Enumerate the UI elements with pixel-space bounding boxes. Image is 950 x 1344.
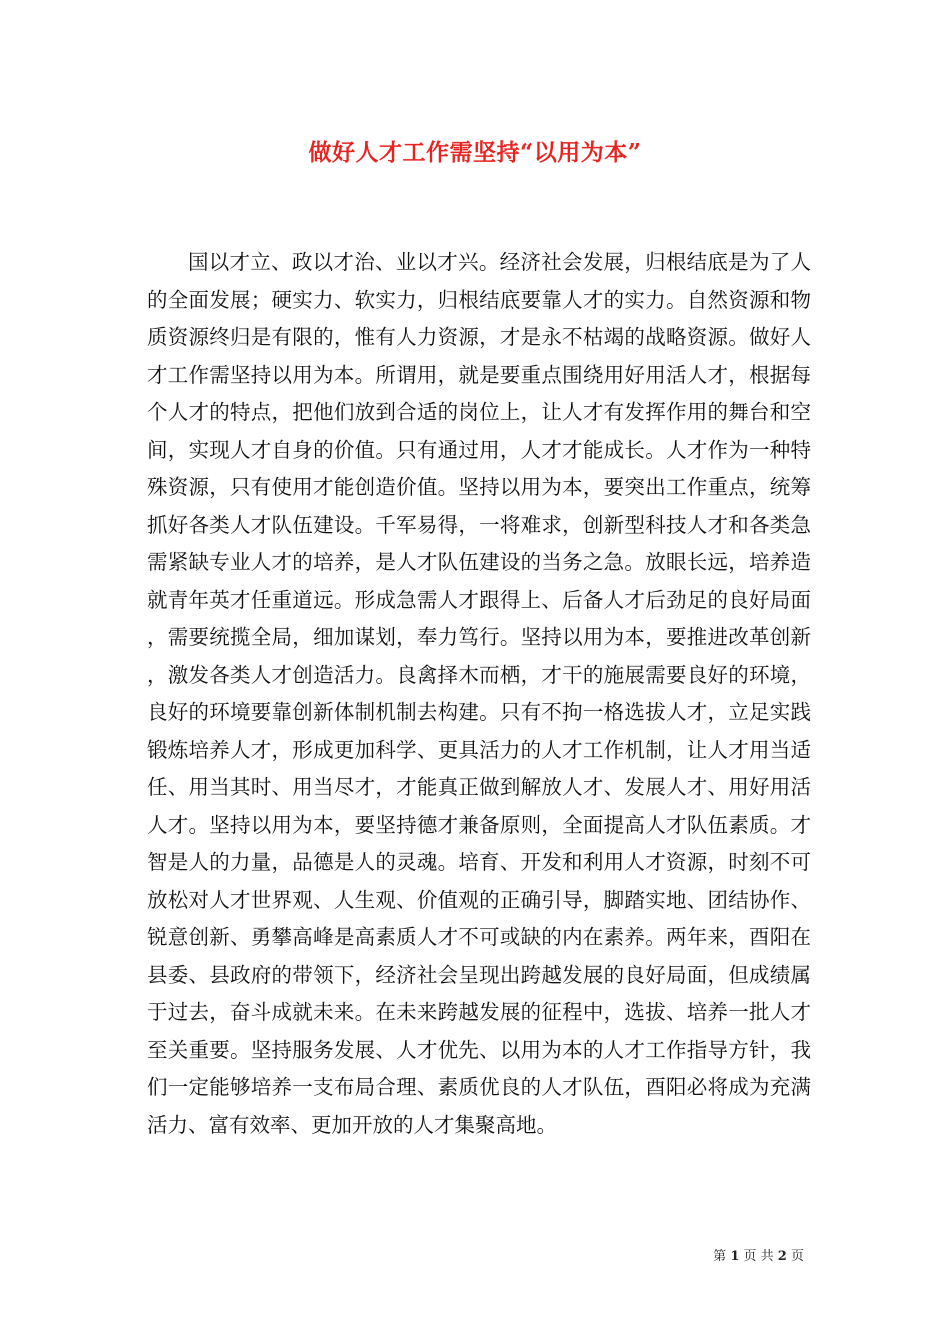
footer-prefix: 第	[713, 1249, 727, 1264]
body-paragraph: 国以才立、政以才治、业以才兴。经济社会发展，归根结底是为了人的全面发展；硬实力、软实力，归根结底要靠人才的实力。自然资源和物质资源终归是有限的，惟有人力资源，才是永不枯竭的战略资源。做好人才工作需坚持以用为本。所谓用，就是要重点围绕用好用活人才，根据每个人才的特点，把他们放到合适的岗位上，让人才有发挥作用的舞台和空间，实现人才自身的价值。只有通过用，人才才能成长。人才作为一种特殊资源，只有使用才能创造价值。坚持以用为本，要突出工作重点，统筹抓好各类人才队伍建设。千军易得，一将难求，创新型科技人才和各类急需紧缺专业人才的培养，是人才队伍建设的当务之急。放眼长远，培养造就青年英才任重道远。形成急需人才跟得上、后备人才后劲足的良好局面，需要统揽全局，细加谋划，奉力笃行。坚持以用为本，要推进改革创新，激发各类人才创造活力。良禽择木而栖，才干的施展需要良好的环境，良好的环境要靠创新体制机制去构建。只有不拘一格选拔人才，立足实践锻炼培养人才，形成更加科学、更具活力的人才工作机制，让人才用当适任、用当其时、用当尽才，才能真正做到解放人才、发展人才、用好用活人才。坚持以用为本，要坚持德才兼备原则，全面提高人才队伍素质。才智是人的力量，品德是人的灵魂。培育、开发和利用人才资源，时刻不可放松对人才世界观、人生观、价值观的正确引导，脚踏实地、团结协作、锐意创新、勇攀高峰是高素质人才不可或缺的内在素养。两年来，酉阳在县委、县政府的带领下，经济社会呈现出跨越发展的良好局面，但成绩属于过去，奋斗成就未来。在未来跨越发展的征程中，选拔、培养一批人才至关重要。坚持服务发展、人才优先、以用为本的人才工作指导方针，我们一定能够培养一支布局合理、素质优良的人才队伍，酉阳必将成为充满活力、富有效率、更加开放的人才集聚高地。	[147, 250, 811, 1137]
current-page-number: 1	[730, 1249, 740, 1264]
total-pages-number: 2	[777, 1249, 787, 1264]
footer-suffix: 页	[790, 1249, 804, 1264]
document-title: 做好人才工作需坚持“以用为本”	[308, 139, 642, 166]
footer-middle: 页 共	[743, 1249, 774, 1264]
page-number-footer	[713, 1245, 804, 1264]
